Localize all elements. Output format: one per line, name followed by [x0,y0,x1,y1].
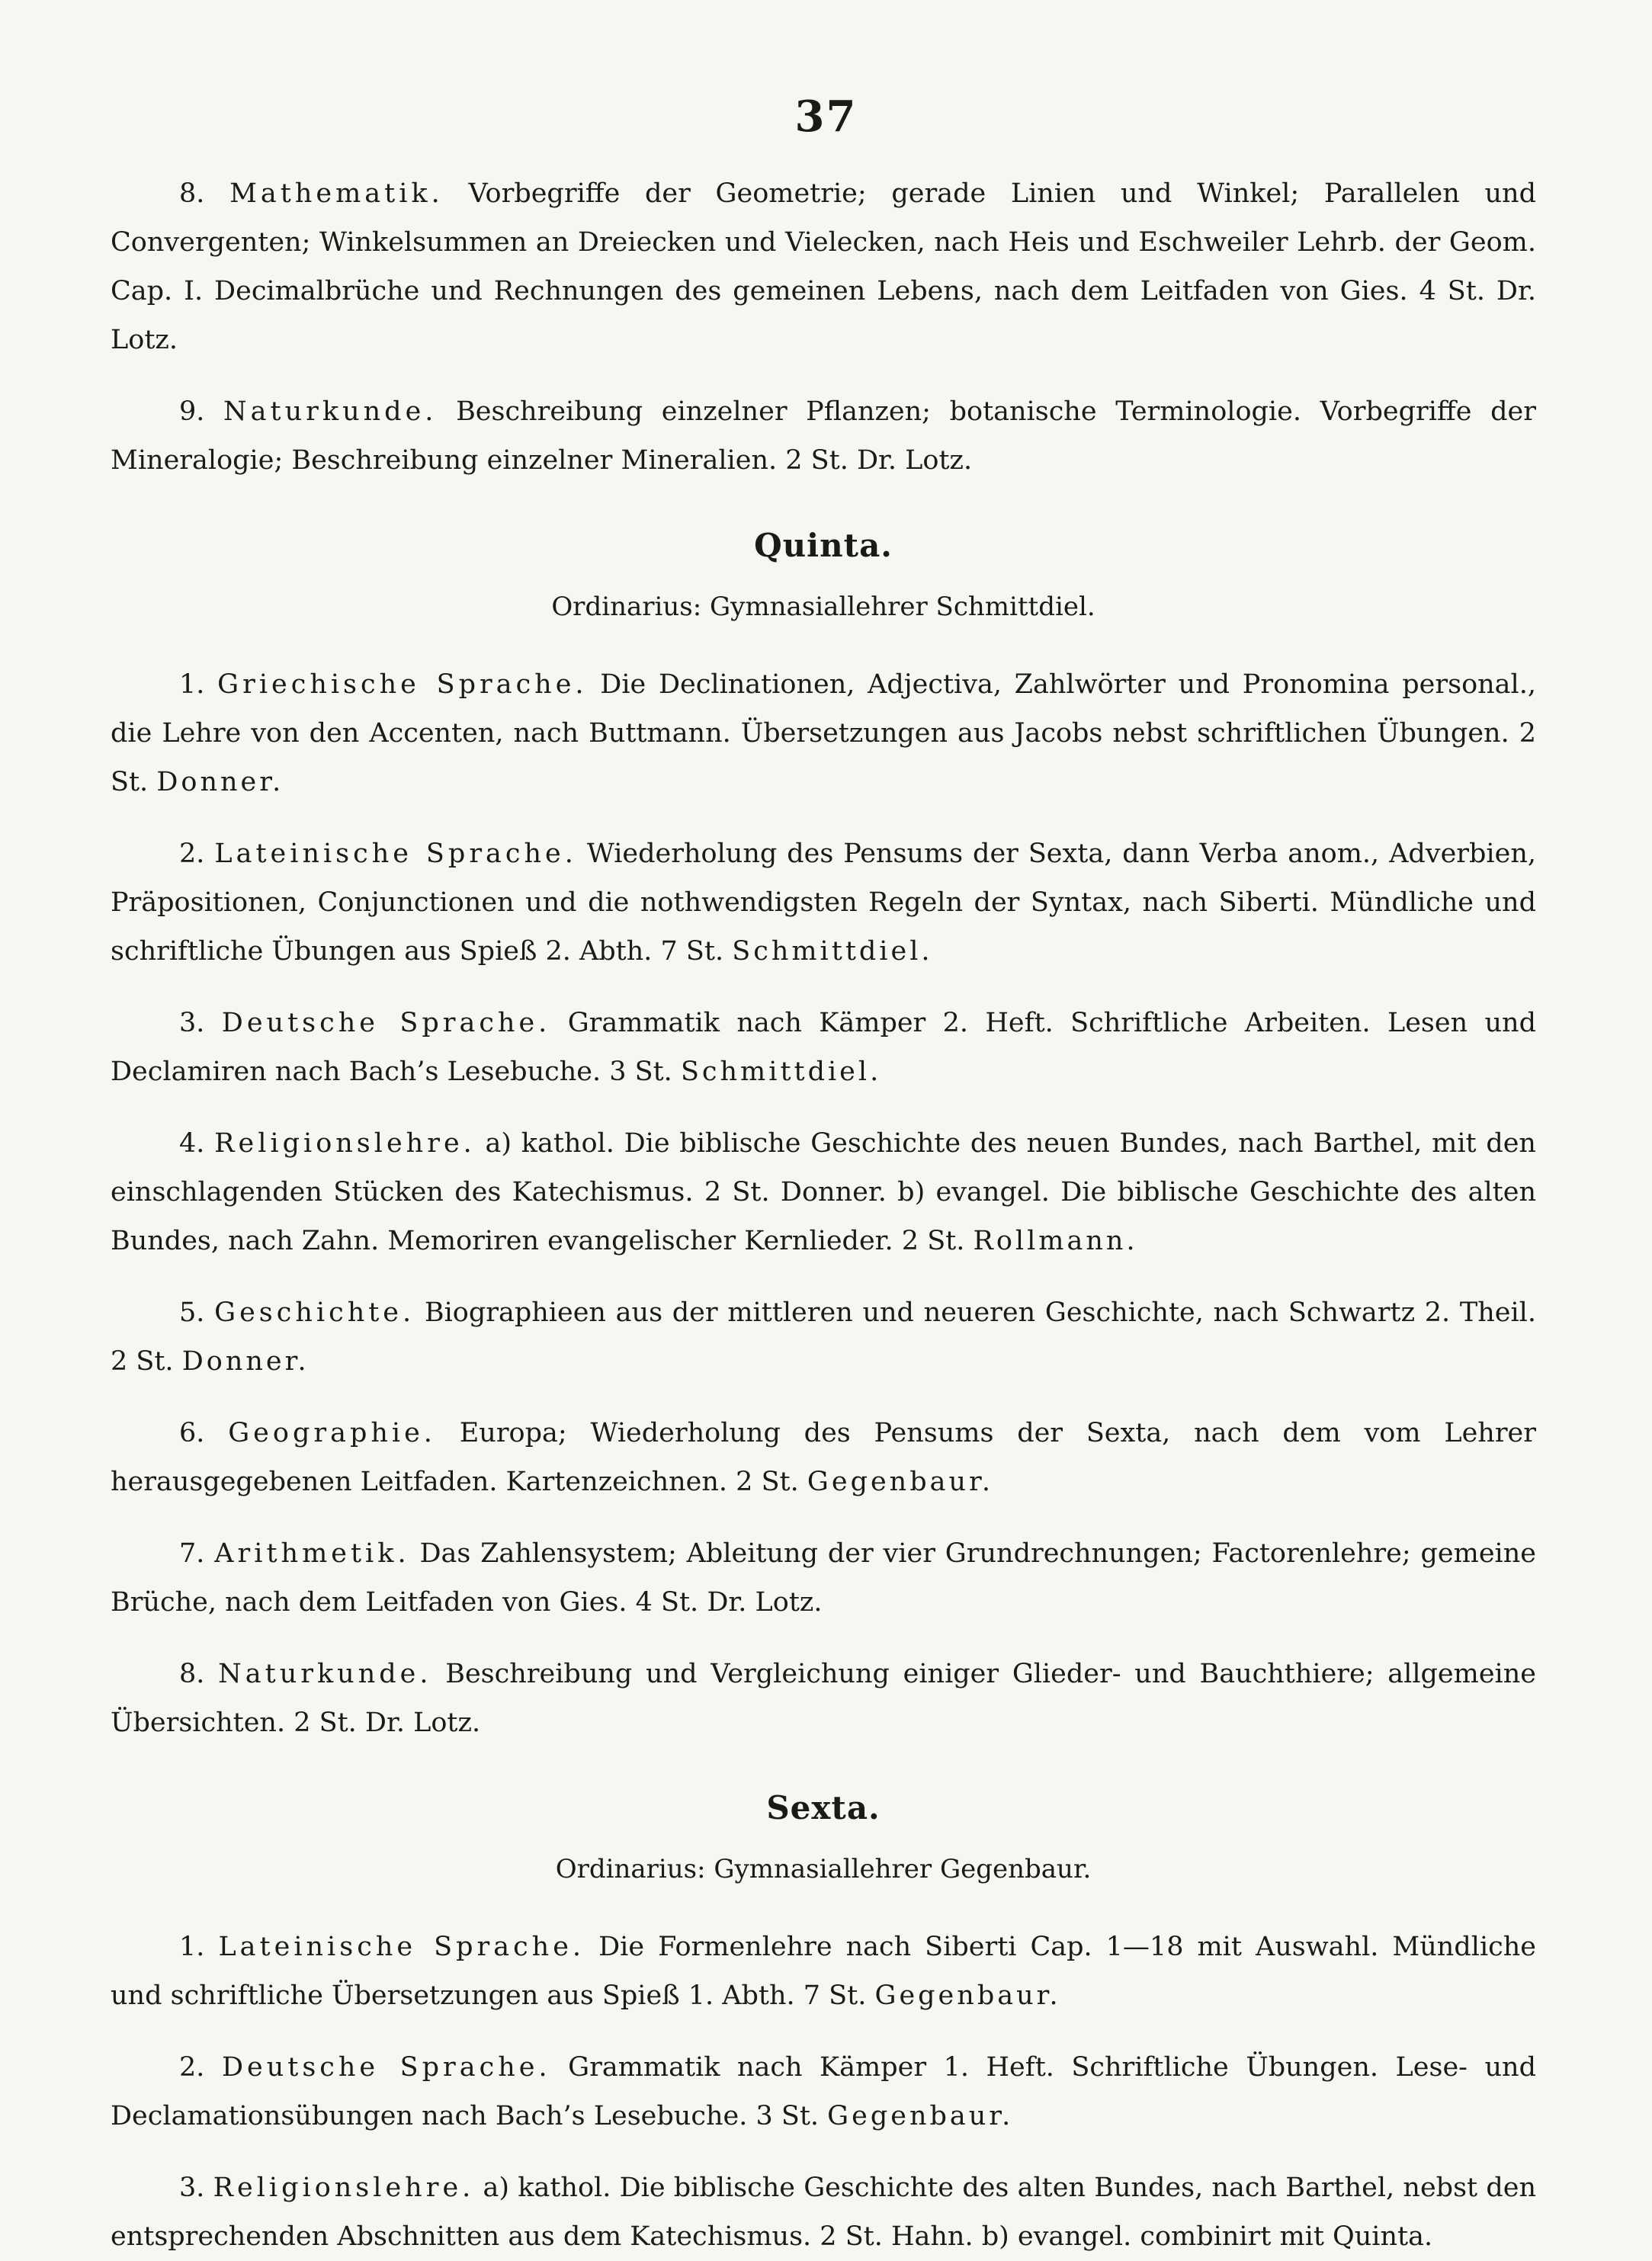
item-subject: Lateinische Sprache. [214,839,577,869]
item-subject: Deutsche Sprache. [221,2052,551,2083]
body-text [111,169,1536,2261]
item-number: 9. [179,396,205,427]
item-number: 2. [179,839,205,869]
item-number: 6. [179,1418,205,1448]
item-text: Beschreibung einzelner Pflanzen; botanische Terminologie. Vorbegriffe der Mineralogie; Beschreibung einzelner Mineralien. 2 St. Dr. Lotz. [111,396,1536,476]
item-number: 3. [179,2173,205,2203]
item-number: 1. [179,1932,205,1962]
item-number: 7. [179,1538,205,1569]
quinta-item [111,829,1536,976]
quarta-item-mathematik [111,169,1536,364]
item-text: Vorbegriffe der Geometrie; gerade Linien und Winkel; Parallelen und Convergenten; Winkelsummen an Dreiecken und Vielecken, nach Heis und Eschweiler Lehrb. der Geom. Cap. I. Decimalbrüche und Rechnungen des gemeinen Lebens, nach dem Leitfaden von Gies. 4 St. Dr. Lotz. [111,178,1536,355]
item-number: 5. [179,1297,205,1328]
item-subject: Religionslehre. [214,1128,476,1159]
item-text: a) kathol. Die biblische Geschichte des neuen Bundes, nach Barthel, mit den einschlagenden Stücken des Katechismus. 2 St. Donner. b) evangel. Die biblische Geschichte des alten Bundes, nach Zahn. Memoriren evangelischer Kernlieder. 2 St. [111,1128,1536,1256]
section-heading-quinta: Quinta. [754,527,893,564]
item-subject: Arithmetik. [214,1538,410,1569]
item-subject: Lateinische Sprache. [218,1932,585,1962]
sexta-item [111,2163,1536,2261]
item-teacher: Schmittdiel. [732,936,933,967]
quarta-item-naturkunde [111,387,1536,485]
quinta-item [111,1288,1536,1386]
item-teacher: Gegenbaur. [807,1467,994,1497]
quinta-item [111,660,1536,807]
item-subject: Naturkunde. [218,1659,432,1689]
item-text: Die Formenlehre nach Siberti Cap. 1—18 mit Auswahl. Mündliche und schriftliche Übersetzungen aus Spieß 1. Abth. 7 St. [111,1932,1536,2011]
item-teacher: Dr. Lotz. [364,1708,481,1738]
item-text: Grammatik nach Kämper 2. Heft. Schriftliche Arbeiten. Lesen und Declamiren nach Bach’s Lesebuche. 3 St. [111,1008,1536,1087]
section-heading-sexta: Sexta. [766,1789,881,1826]
quinta-item [111,1119,1536,1265]
item-text: Biographieen aus der mittleren und neueren Geschichte, nach Schwartz 2. Theil. 2 St. [111,1297,1536,1377]
item-subject: Religionslehre. [213,2173,475,2203]
item-subject: Mathematik. [229,178,444,209]
item-number: 2. [179,2052,205,2083]
item-teacher: Gegenbaur. [827,2101,1014,2131]
item-text: Die Declinationen, Adjectiva, Zahlwörter und Pronomina personal., die Lehre von den Accenten, nach Buttmann. Übersetzungen aus Jacobs nebst schriftlichen Übungen. 2 St. [111,669,1536,797]
item-number: 1. [179,669,205,700]
item-subject: Geographie. [228,1418,436,1448]
item-teacher: Gegenbaur. [874,1980,1061,2011]
item-number: 3. [179,1008,205,1038]
item-number: 8. [179,1659,205,1689]
item-subject: Geschichte. [214,1297,415,1328]
item-text: a) kathol. Die biblische Geschichte des alten Bundes, nach Barthel, nebst den entsprechenden Abschnitten aus dem Katechismus. 2 St. Hahn. b) evangel. combinirt mit Quinta. [111,2173,1536,2252]
quinta-item [111,999,1536,1096]
item-text: Grammatik nach Kämper 1. Heft. Schriftliche Übungen. Lese- und Declamationsübungen nach Bach’s Lesebuche. 3 St. [111,2052,1536,2131]
item-teacher: Donner. [181,1346,310,1377]
item-text: Europa; Wiederholung des Pensums der Sexta, nach dem vom Lehrer herausgegebenen Leitfaden. Kartenzeichnen. 2 St. [111,1418,1536,1497]
item-teacher: Schmittdiel. [680,1057,882,1087]
item-text: Beschreibung und Vergleichung einiger Glieder- und Bauchthiere; allgemeine Übersichten. 2 St. [111,1659,1536,1738]
ordinarius-sexta: Ordinarius: Gymnasiallehrer Gegenbaur. [555,1854,1092,1884]
item-teacher: Rollmann. [973,1226,1138,1256]
item-teacher: Dr. Lotz. [707,1587,823,1618]
item-subject: Deutsche Sprache. [221,1008,551,1038]
ordinarius-quinta: Ordinarius: Gymnasiallehrer Schmittdiel. [551,592,1095,622]
sexta-item [111,2043,1536,2141]
item-text: Das Zahlensystem; Ableitung der vier Grundrechnungen; Factorenlehre; gemeine Brüche, nach dem Leitfaden von Gies. 4 St. [111,1538,1536,1618]
quinta-item [111,1650,1536,1747]
item-number: 8. [179,178,205,209]
quinta-item [111,1409,1536,1506]
quinta-item [111,1529,1536,1627]
item-subject: Naturkunde. [223,396,438,427]
page-number: 37 [794,91,858,142]
item-teacher: Donner. [156,767,284,797]
item-subject: Griechische Sprache. [217,669,588,700]
item-number: 4. [179,1128,205,1159]
sexta-item [111,1923,1536,2020]
item-text: Wiederholung des Pensums der Sexta, dann Verba anom., Adverbien, Präpositionen, Conjunctionen und die nothwendigsten Regeln der Syntax, nach Siberti. Mündliche und schriftliche Übungen aus Spieß 2. Abth. 7 St. [111,839,1536,967]
